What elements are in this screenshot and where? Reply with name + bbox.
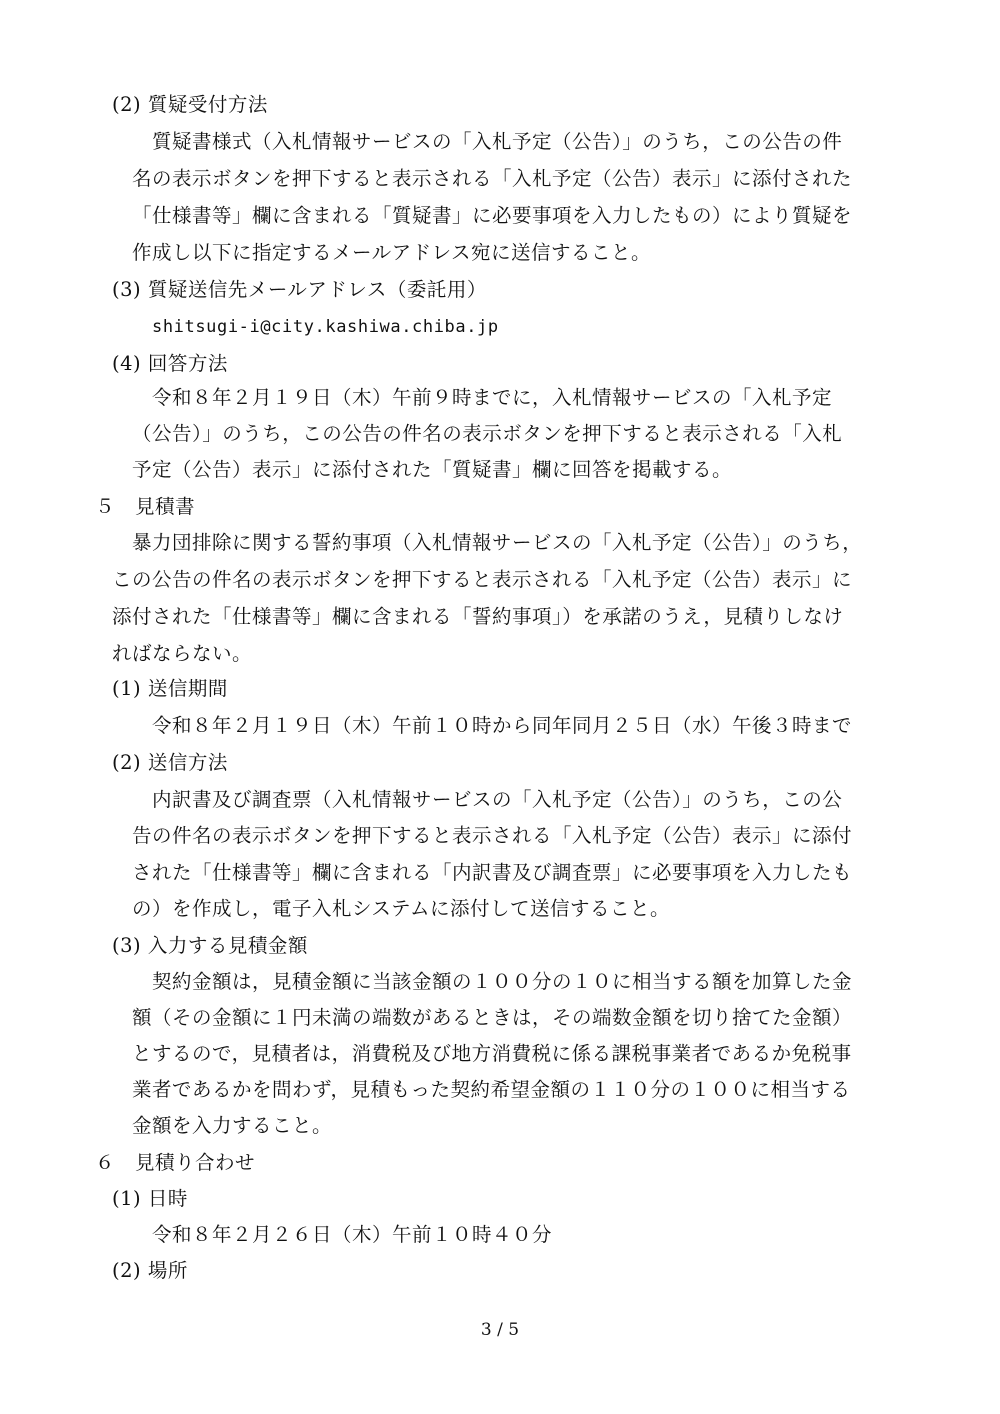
s5-1-heading: (1) 送信期間: [112, 677, 228, 700]
s5-3-body-line: 契約金額は，見積金額に当該金額の１００分の１０に相当する額を加算した金: [152, 970, 853, 993]
s5-2-body-line: 告の件名の表示ボタンを押下すると表示される「入札予定（公告）表示」に添付: [132, 824, 853, 847]
s5-3-body-line: 業者であるかを問わず，見積もった契約希望金額の１１０分の１００に相当する: [132, 1078, 851, 1101]
s5-body-line: ればならない。: [112, 642, 253, 665]
q2-body-line: 作成し以下に指定するメールアドレス宛に送信すること。: [132, 241, 652, 264]
s5-body-line: 添付された「仕様書等」欄に含まれる「誓約事項」）を承諾のうえ，見積りしなけ: [112, 605, 844, 628]
s5-2-body-line: 内訳書及び調査票（入札情報サービスの「入札予定（公告）」のうち，この公: [152, 788, 843, 811]
s5-3-heading: (3) 入力する見積金額: [112, 934, 308, 957]
q2-body-line: 質疑書様式（入札情報サービスの「入札予定（公告）」のうち，この公告の件: [152, 130, 843, 153]
q4-body-line: （公告）」のうち，この公告の件名の表示ボタンを押下すると表示される「入札: [132, 422, 843, 445]
s6-1-heading: (1) 日時: [112, 1187, 188, 1210]
s5-2-heading: (2) 送信方法: [112, 751, 228, 774]
q4-heading: (4) 回答方法: [112, 352, 228, 375]
page-number: 3 / 5: [480, 1320, 520, 1340]
section-6-heading: ６ 見積り合わせ: [95, 1151, 256, 1174]
s5-3-body-line: 金額を入力すること。: [132, 1114, 333, 1137]
q4-body-line: 予定（公告）表示」に添付された「質疑書」欄に回答を掲載する。: [132, 458, 733, 481]
s6-2-heading: (2) 場所: [112, 1259, 188, 1282]
q2-heading: (2) 質疑受付方法: [112, 93, 268, 116]
s5-body-line: 暴力団排除に関する誓約事項（入札情報サービスの「入札予定（公告）」のうち，: [132, 531, 863, 554]
section-5-heading: ５ 見積書: [95, 495, 196, 518]
s5-body-line: この公告の件名の表示ボタンを押下すると表示される「入札予定（公告）表示」に: [112, 568, 853, 591]
s5-2-body-line: された「仕様書等」欄に含まれる「内訳書及び調査票」に必要事項を入力したも: [132, 861, 853, 884]
s5-3-body-line: 額（その金額に１円未満の端数があるときは，その端数金額を切り捨てた金額）: [132, 1006, 853, 1029]
s5-2-body-line: の）を作成し，電子入札システムに添付して送信すること。: [132, 897, 671, 920]
inquiry-email-address: shitsugi-i@city.kashiwa.chiba.jp: [152, 317, 499, 337]
q2-body-line: 名の表示ボタンを押下すると表示される「入札予定（公告）表示」に添付された: [132, 167, 853, 190]
s6-1-body: 令和８年２月２６日（木）午前１０時４０分: [152, 1223, 553, 1246]
q2-body-line: 「仕様書等」欄に含まれる「質疑書」に必要事項を入力したもの）により質疑を: [132, 204, 853, 227]
s5-1-body: 令和８年２月１９日（木）午前１０時から同年同月２５日（水）午後３時まで: [152, 714, 853, 737]
s5-3-body-line: とするので，見積者は，消費税及び地方消費税に係る課税事業者であるか免税事: [132, 1042, 852, 1065]
q3-heading: (3) 質疑送信先メールアドレス（委託用）: [112, 278, 487, 301]
q4-body-line: 令和８年２月１９日（木）午前９時までに，入札情報サービスの「入札予定: [152, 386, 833, 409]
